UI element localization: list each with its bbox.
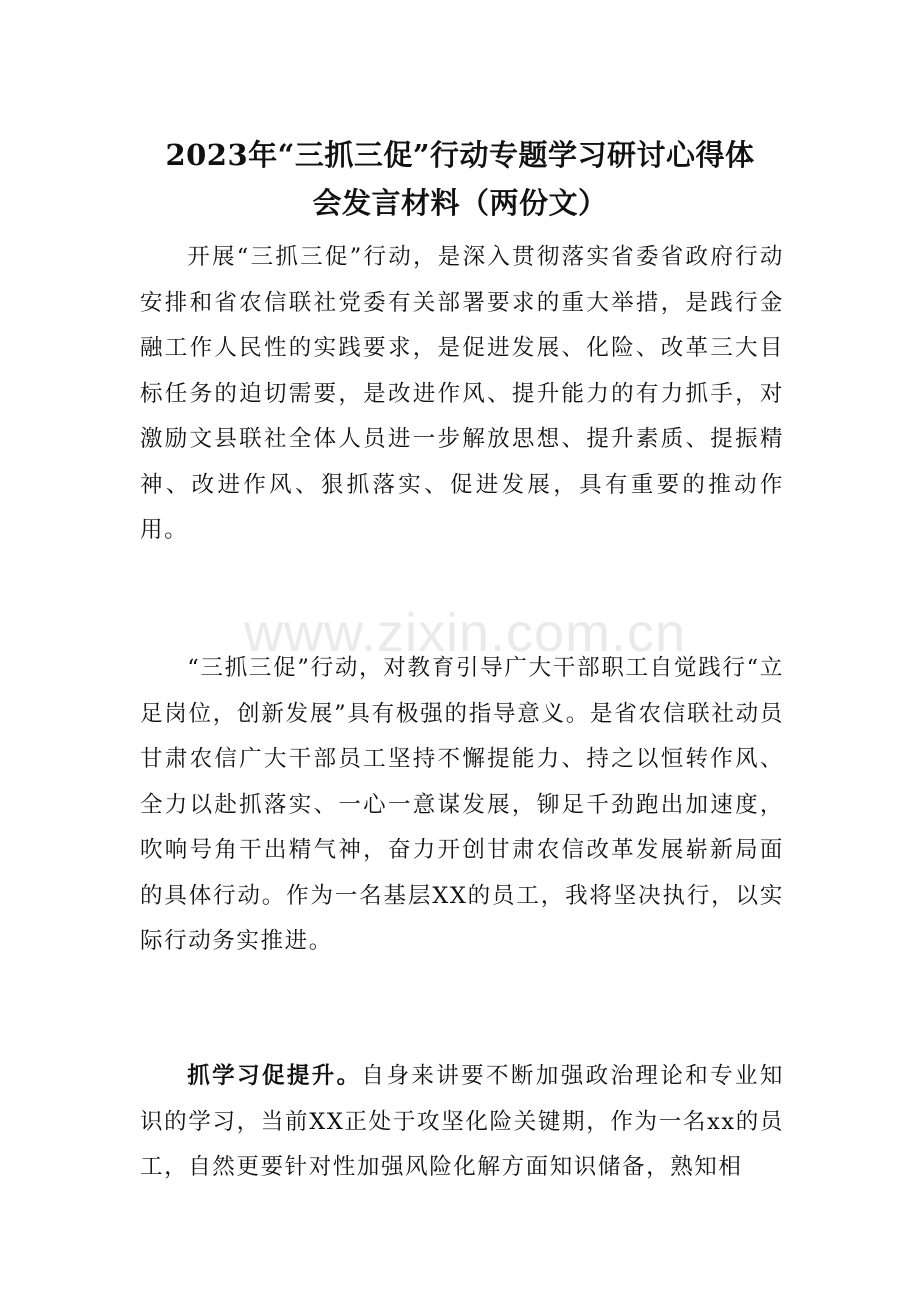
paragraph-3-lead: 抓学习促提升。	[187, 1063, 362, 1089]
title-line-1: 2023年“三抓三促”行动专题学习研讨心得体	[165, 138, 755, 173]
title-line-2: 会发言材料（两份文）	[312, 186, 608, 221]
paragraph-3-body: 自身来讲要不断加强政治理论和专业知识的学习，当前XX正处于攻坚化险关键期，作为一名xx的员工，自然更要针对性加强风险化解方面知识储备，熟知相	[140, 1063, 785, 1180]
paragraph-2: “三抓三促”行动，对教育引导广大干部职工自觉践行“立足岗位，创新发展”具有极强的指导意义。是省农信联社动员甘肃农信广大干部员工坚持不懈提能力、持之以恒转作风、全力以赴抓落实、一心一意谋发展，铆足千劲跑出加速度，吹响号角干出精气神，奋力开创甘肃农信改革发展崭新局面的具体行动。作为一名基层XX的员工，我将坚决执行，以实际行动务实推进。	[140, 655, 784, 954]
watermark: www.zixin.com.cn	[243, 603, 687, 663]
document-title	[140, 131, 780, 227]
paragraph-3	[140, 1054, 784, 1191]
paragraph-1: 开展“三抓三促”行动，是深入贯彻落实省委省政府行动安排和省农信联社党委有关部署要求的重大举措，是践行金融工作人民性的实践要求，是促进发展、化险、改革三大目标任务的迫切需要，是改进作风、提升能力的有力抓手，对激励文县联社全体人员进一步解放思想、提升素质、提振精神、改进作风、狠抓落实、促进发展，具有重要的推动作用。	[140, 244, 784, 543]
